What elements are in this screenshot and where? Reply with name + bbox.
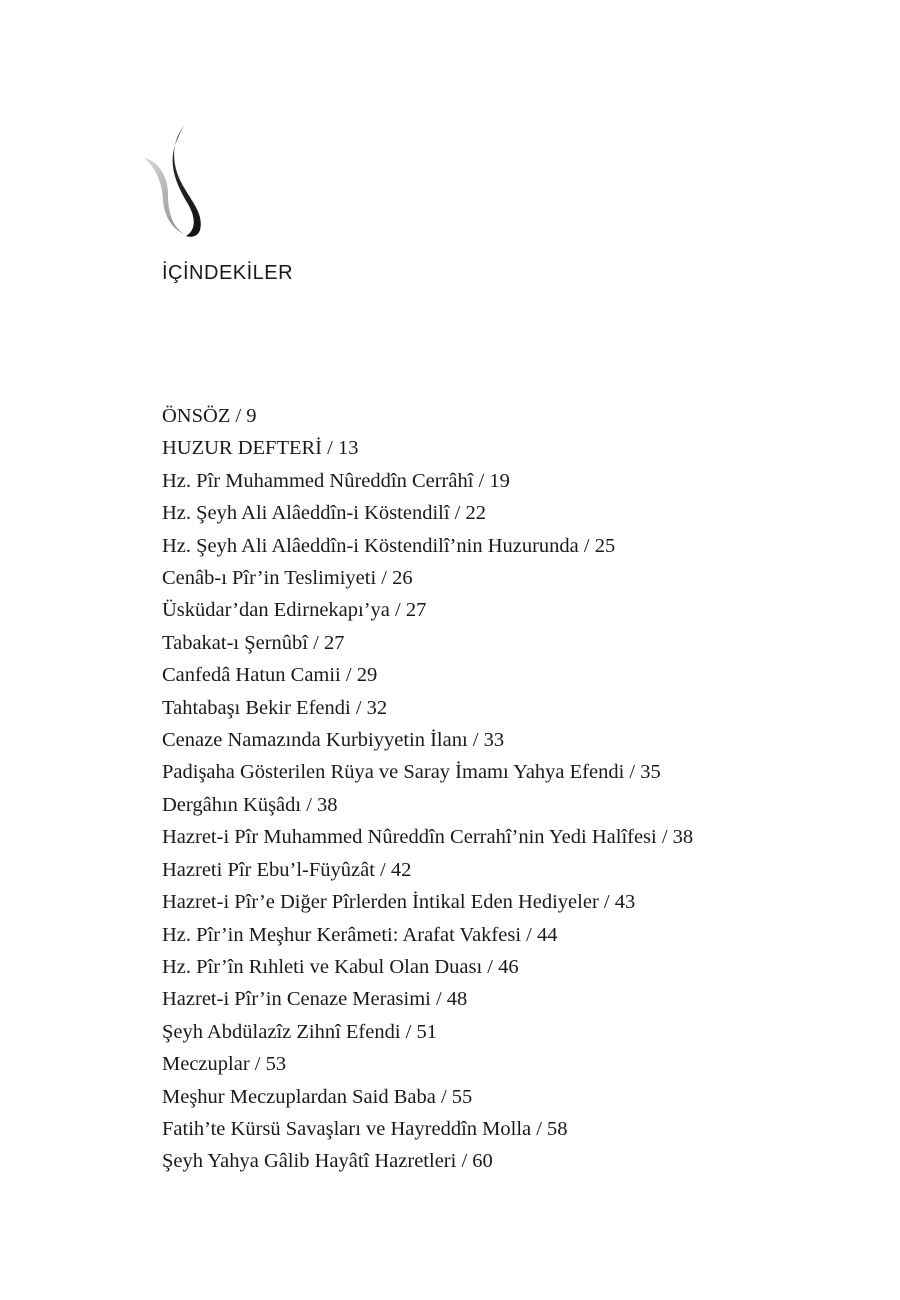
toc-entry: Hazret-i Pîr Muhammed Nûreddîn Cerrahî’nin Yedi Halîfesi / 38	[162, 826, 694, 849]
toc-entry: Hazret-i Pîr’in Cenaze Merasimi / 48	[162, 988, 468, 1011]
toc-entry: Fatih’te Kürsü Savaşları ve Hayreddîn Molla / 58	[162, 1117, 568, 1140]
calligraphic-tulip-emblem-icon	[138, 122, 218, 240]
toc-entry: Şeyh Yahya Gâlib Hayâtî Hazretleri / 60	[162, 1150, 493, 1173]
toc-entry: Meczuplar / 53	[162, 1053, 287, 1076]
toc-entry: Tabakat-ı Şernûbî / 27	[162, 631, 345, 654]
toc-entry: ÖNSÖZ / 9	[162, 405, 257, 427]
toc-entry: Hz. Pîr Muhammed Nûreddîn Cerrâhî / 19	[162, 469, 510, 492]
toc-entry: HUZUR DEFTERİ / 13	[162, 437, 359, 460]
toc-entry: Şeyh Abdülazîz Zihnî Efendi / 51	[162, 1020, 437, 1043]
toc-entry: Dergâhın Küşâdı / 38	[162, 793, 338, 816]
toc-entry: Hz. Pîr’în Rıhleti ve Kabul Olan Duası / 46	[162, 955, 519, 978]
toc-entry: Canfedâ Hatun Camii / 29	[162, 664, 378, 687]
toc-entry: Cenaze Namazında Kurbiyyetin İlanı / 33	[162, 729, 505, 752]
toc-entry: Hazret-i Pîr’e Diğer Pîrlerden İntikal Eden Hediyeler / 43	[162, 891, 636, 914]
toc-entry: Meşhur Meczuplardan Said Baba / 55	[162, 1085, 473, 1108]
toc-entry: Hz. Şeyh Ali Alâeddîn-i Köstendilî / 22	[162, 502, 486, 525]
table-of-contents	[162, 400, 842, 1178]
toc-entry: Hz. Şeyh Ali Alâeddîn-i Köstendilî’nin Huzurunda / 25	[162, 534, 616, 557]
toc-entry: Hazreti Pîr Ebu’l-Füyûzât / 42	[162, 858, 412, 881]
toc-entry: Üsküdar’dan Edirnekapı’ya / 27	[162, 599, 427, 622]
page-title: İÇİNDEKİLER	[162, 262, 294, 284]
toc-entry: Padişaha Gösterilen Rüya ve Saray İmamı Yahya Efendi / 35	[162, 761, 661, 784]
toc-entry: Hz. Pîr’in Meşhur Kerâmeti: Arafat Vakfesi / 44	[162, 923, 558, 946]
toc-entry: Cenâb-ı Pîr’in Teslimiyeti / 26	[162, 567, 413, 590]
toc-entry: Tahtabaşı Bekir Efendi / 32	[162, 696, 388, 719]
